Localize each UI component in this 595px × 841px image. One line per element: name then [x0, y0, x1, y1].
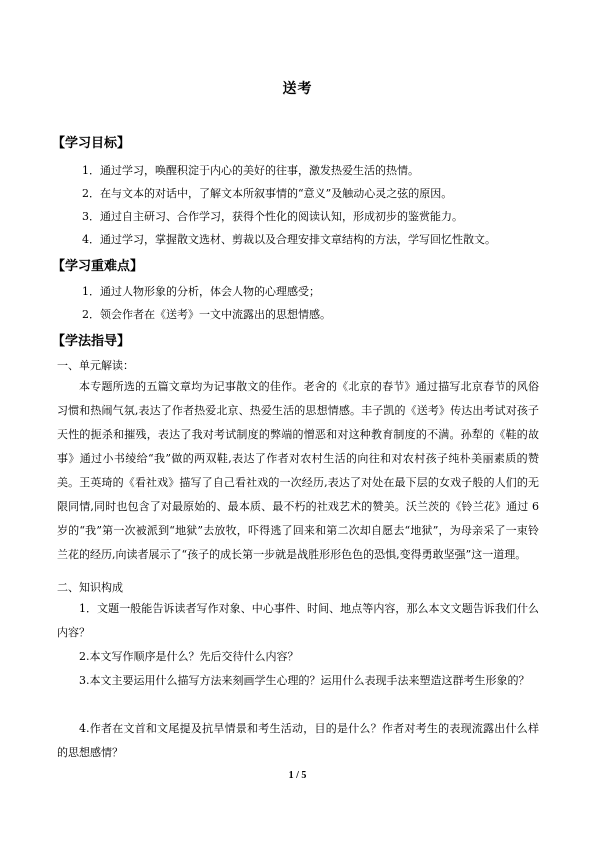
goal-item-1: 1．通过学习，唤醒积淀于内心的美好的往事，激发热爱生活的热情。 [82, 164, 419, 177]
knowledge-heading: 二、知识构成 [57, 581, 123, 594]
goal-item-3: 3．通过自主研习、合作学习，获得个性化的阅读认知，形成初步的鉴赏能力。 [82, 210, 463, 223]
unit-heading: 一、单元解读： [57, 359, 134, 372]
goal-item-2: 2．在与文本的对话中，了解文本所叙事情的“意义”及触动心灵之弦的原因。 [82, 187, 453, 200]
page-title: 送考 [282, 81, 313, 97]
key-point-item-2: 2．领会作者在《送考》一文中流露出的思想情感。 [82, 308, 331, 321]
method-heading: 【学法指导】 [52, 334, 131, 349]
question-1: 1．文题一般能告诉读者写作对象、中心事件、时间、地点等内容，那么本文文题告诉我们什么内容？ [57, 602, 539, 639]
key-points-heading: 【学习重难点】 [52, 259, 144, 274]
key-point-item-1: 1．通过人物形象的分析，体会人物的心理感受； [82, 285, 320, 298]
goal-item-4: 4．通过学习，掌握散文选材、剪裁以及合理安排文章结构的方法，学写回忆性散文。 [82, 233, 496, 246]
question-3: 3.本文主要运用什么描写方法来刻画学生心理的？运用什么表现手法来塑造这群考生形象的？ [79, 674, 530, 687]
question-4: 4.作者在文首和文尾提及抗旱情景和考生活动，目的是什么？作者对考生的表现流露出什么样的思想感情？ [57, 722, 539, 759]
question-2: 2.本文写作顺序是什么？先后交待什么内容？ [79, 650, 299, 663]
goals-heading: 【学习目标】 [52, 136, 131, 151]
unit-paragraph: 本专题所选的五篇文章均为记事散文的佳作。老舍的《北京的春节》通过描写北京春节的风俗习惯和热闹气氛,表达了作者热爱北京、热爱生活的思想情感。丰子凯的《送考》传达出考试对孩子天性的扼杀和摧残，表达了我对考试制度的弊端的憎恶和对这种教育制度的不满。孙犁的《鞋的故事》通过小书绫给“我”做的两双鞋,表达了作者对农村生活的向往和对农村孩子纯朴美丽素质的赞美。王英琦的《看社戏》描写了自己看社戏的一次经历,表达了对处在最下层的女戏子般的人们的无限同情,同时也包含了对最原始的、最本质、最不朽的社戏艺术的赞美。沃兰茨的《铃兰花》通过 6 岁的“我”第一次被派到“地狱”去放牧，吓得逃了回来和第二次却自愿去“地狱”，为母亲采了一束铃兰花的经历,向读者展示了“孩子的成长第一步就是战胜形形色色的恐惧,变得勇敢坚强”这一道理。 [57, 380, 539, 561]
page-number: 1 / 5 [288, 770, 307, 781]
